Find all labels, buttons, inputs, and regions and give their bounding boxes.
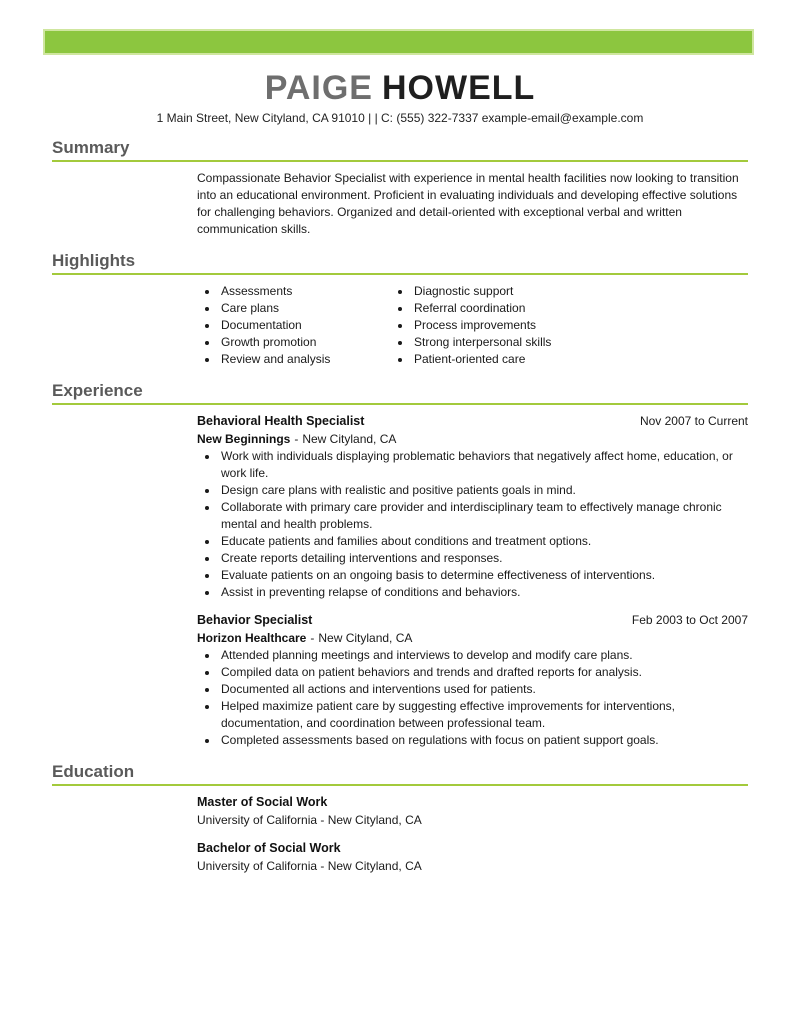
section-highlights [0,251,800,368]
highlight-item: • Diagnostic support [412,283,748,300]
job-bullet: • Collaborate with primary care provider and interdisciplinary team to effectively manage chronic mental and health problems. [219,499,748,533]
highlights-column-1 [197,283,390,368]
degree-entry [197,794,748,829]
resume-header [0,70,800,125]
job-location: New Cityland, CA [302,432,397,446]
job-entry [197,612,748,749]
job-bullet: • Evaluate patients on an ongoing basis to determine effectiveness of interventions. [219,567,748,584]
section-education [0,762,800,875]
summary-heading: Summary [52,138,748,162]
highlight-item: • Documentation [219,317,390,334]
job-title: Behavioral Health Specialist [197,414,365,428]
highlight-item: • Referral coordination [412,300,748,317]
highlight-item: • Strong interpersonal skills [412,334,748,351]
education-heading: Education [52,762,748,786]
job-bullet: • Work with individuals displaying problematic behaviors that negatively affect home, education, or work life. [219,448,748,482]
highlight-item: • Review and analysis [219,351,390,368]
experience-body [197,413,748,749]
job-bullet: • Completed assessments based on regulations with focus on patient support goals. [219,732,748,749]
job-title: Behavior Specialist [197,613,313,627]
last-name: HOWELL [381,69,536,107]
company-name: New Beginnings [197,432,291,446]
job-bullet: • Compiled data on patient behaviors and trends and drafted reports for analysis. [219,664,748,681]
degree-title: Master of Social Work [197,795,328,809]
job-company-line [197,431,748,448]
education-body [197,794,748,875]
contact-line: 1 Main Street, New Cityland, CA 91010 | | C: (555) 322-7337 example-email@example.com [156,111,644,125]
job-header [197,413,748,430]
highlight-item: • Care plans [219,300,390,317]
job-location: New Cityland, CA [318,631,413,645]
job-bullet: • Documented all actions and interventions used for patients. [219,681,748,698]
section-summary [0,138,800,238]
degree-entry [197,840,748,875]
company-location-separator: - [310,631,315,645]
highlight-item: • Growth promotion [219,334,390,351]
job-company-line [197,630,748,647]
summary-body [197,170,748,238]
job-dates: Nov 2007 to Current [639,414,748,428]
job-bullet-list [197,448,748,601]
highlight-item: • Patient-oriented care [412,351,748,368]
job-dates: Feb 2003 to Oct 2007 [631,613,748,627]
accent-bar [45,31,752,53]
company-name: Horizon Healthcare [197,631,307,645]
highlight-item: • Process improvements [412,317,748,334]
first-name: PAIGE [264,69,373,107]
job-entry [197,413,748,601]
job-bullet: • Design care plans with realistic and positive patients goals in mind. [219,482,748,499]
company-location-separator: - [294,432,299,446]
job-bullet: • Create reports detailing interventions and responses. [219,550,748,567]
job-bullet: • Assist in preventing relapse of conditions and behaviors. [219,584,748,601]
degree-school: University of California - New Cityland, CA [197,813,422,827]
highlights-column-2 [390,283,748,368]
job-bullet-list [197,647,748,749]
candidate-name [0,70,800,106]
degree-school: University of California - New Cityland, CA [197,859,422,873]
experience-heading: Experience [52,381,748,405]
highlight-item: • Assessments [219,283,390,300]
degree-title: Bachelor of Social Work [197,841,341,855]
highlights-columns [197,283,748,368]
job-bullet: • Helped maximize patient care by suggesting effective improvements for interventions, documentation, and coordination between professional team. [219,698,748,732]
summary-text: Compassionate Behavior Specialist with experience in mental health facilities now looking to transition into an educational environment. Proficient in evaluating individuals and developing effective solutions for challenging behaviors. Organized and detail-oriented with exceptional verbal and written communication skills. [197,171,739,236]
job-header [197,612,748,629]
highlights-heading: Highlights [52,251,748,275]
highlights-body [197,283,748,368]
section-experience [0,381,800,749]
job-bullet: • Attended planning meetings and interviews to develop and modify care plans. [219,647,748,664]
job-bullet: • Educate patients and families about conditions and treatment options. [219,533,748,550]
